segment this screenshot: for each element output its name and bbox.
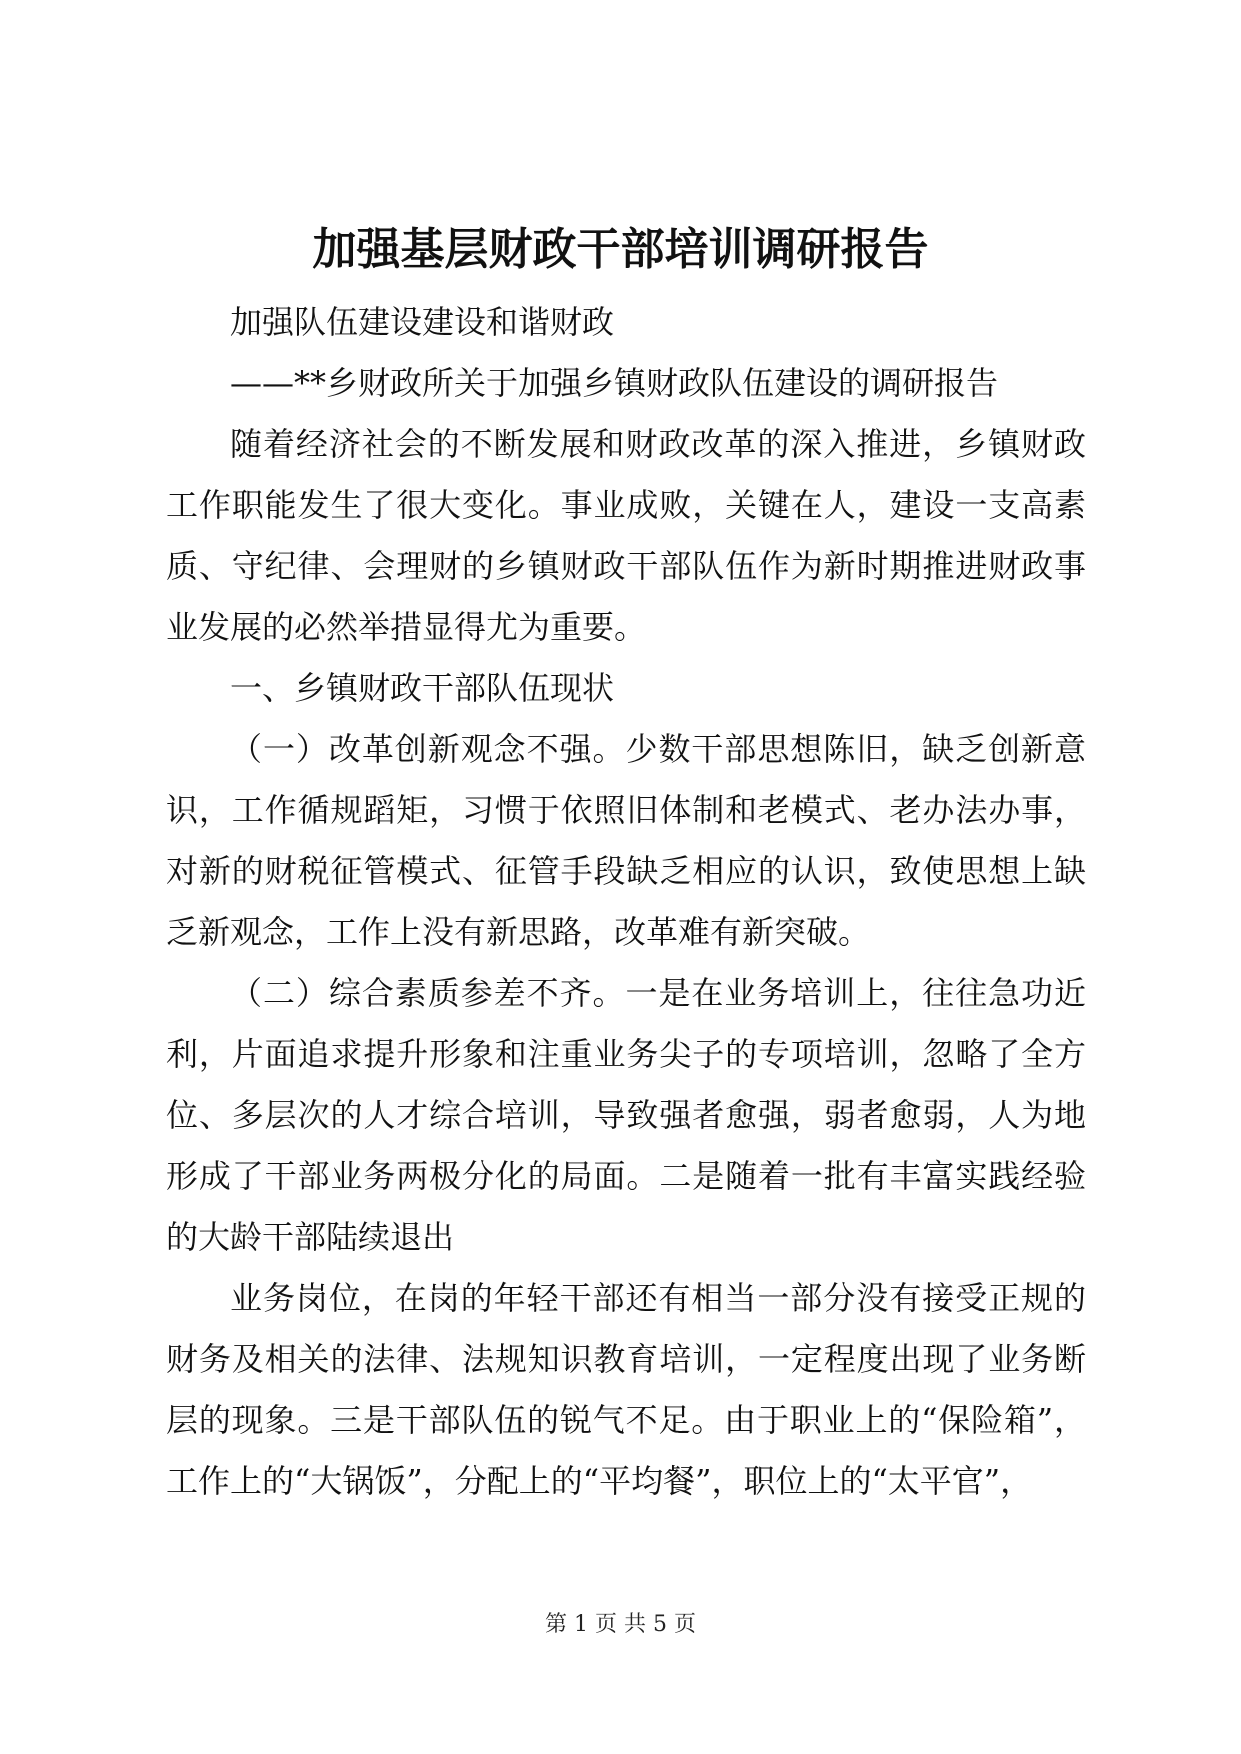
document-body xyxy=(166,292,1086,1512)
paragraph-item-1: （一）改革创新观念不强。少数干部思想陈旧，缺乏创新意识，工作循规蹈矩，习惯于依照旧体制和老模式、老办法办事，对新的财税征管模式、征管手段缺乏相应的认识，致使思想上缺乏新观念，工作上没有新思路，改革难有新突破。 xyxy=(166,730,1086,951)
subtitle-line: 加强队伍建设建设和谐财政 xyxy=(230,303,615,341)
paragraph-intro: 随着经济社会的不断发展和财政改革的深入推进，乡镇财政工作职能发生了很大变化。事业成败，关键在人，建设一支高素质、守纪律、会理财的乡镇财政干部队伍作为新时期推进财政事业发展的必然举措显得尤为重要。 xyxy=(166,425,1086,646)
section-heading: 一、乡镇财政干部队伍现状 xyxy=(230,669,615,707)
paragraph-item-2: （二）综合素质参差不齐。一是在业务培训上，往往急功近利，片面追求提升形象和注重业务尖子的专项培训，忽略了全方位、多层次的人才综合培训，导致强者愈强，弱者愈弱，人为地形成了干部业务两极分化的局面。二是随着一批有丰富实践经验的大龄干部陆续退出 xyxy=(166,974,1086,1256)
subtitle-byline: ——**乡财政所关于加强乡镇财政队伍建设的调研报告 xyxy=(230,364,999,402)
paragraph-continued: 业务岗位，在岗的年轻干部还有相当一部分没有接受正规的财务及相关的法律、法规知识教育培训，一定程度出现了业务断层的现象。三是干部队伍的锐气不足。由于职业上的“保险箱”，工作上的“大锅饭”，分配上的“平均餐”，职位上的“太平官”， xyxy=(166,1279,1086,1500)
page-number-footer: 第 1 页 共 5 页 xyxy=(545,1612,696,1637)
document-title: 加强基层财政干部培训调研报告 xyxy=(312,224,929,275)
